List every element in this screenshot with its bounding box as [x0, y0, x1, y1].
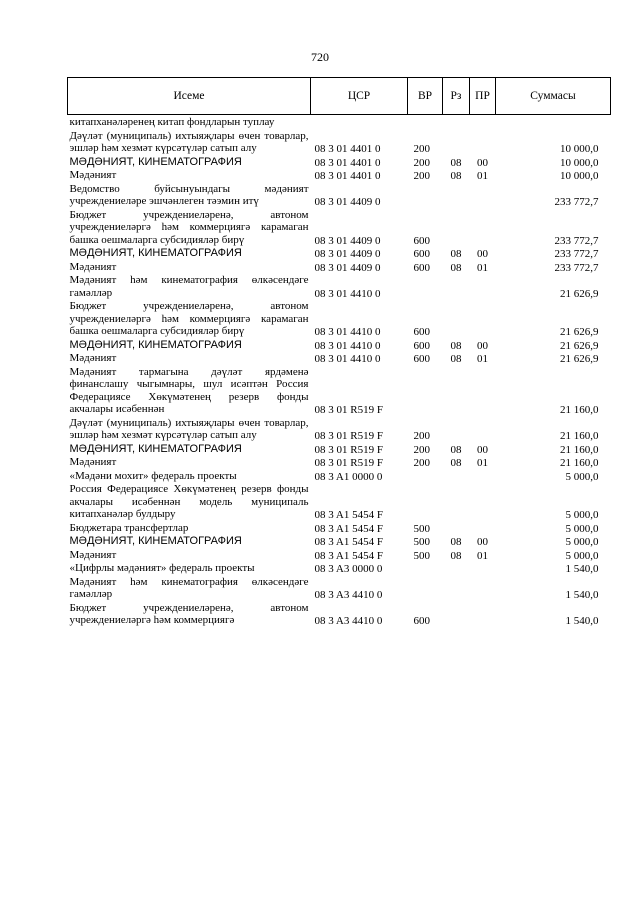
table-row [68, 522, 611, 536]
cell-vr: 600 [413, 353, 430, 365]
cell-csr: 08 3 01 4409 0 [314, 261, 381, 274]
table-row [68, 300, 611, 339]
budget-table [67, 77, 611, 628]
cell-csr: 08 3 01 4409 0 [314, 196, 381, 208]
cell-vr [408, 470, 443, 484]
cell-rz [443, 417, 470, 443]
cell-csr: 08 3 01 4409 0 [314, 234, 381, 247]
cell-vr: 600 [413, 615, 430, 627]
cell-sum: 10 000,0 [560, 156, 599, 169]
cell-sum: 21 626,9 [560, 353, 599, 365]
cell-vr: 200 [413, 430, 430, 442]
cell-vr: 600 [413, 261, 430, 274]
cell-csr: 08 3 A1 5454 F [314, 536, 383, 548]
cell-name: Бюджетара трансфертлар [69, 521, 189, 534]
cell-pr: 01 [477, 170, 488, 182]
cell-sum: 1 540,0 [565, 589, 599, 601]
cell-rz: 08 [450, 353, 462, 365]
cell-pr [470, 183, 496, 209]
table-body [68, 115, 611, 628]
header-pr: ПР [470, 78, 496, 115]
cell-vr: 600 [413, 248, 430, 260]
cell-rz [443, 300, 470, 339]
cell-rz [443, 183, 470, 209]
cell-pr: 01 [477, 261, 488, 274]
cell-name: МӘДӘНИЯТ, КИНЕМАТОГРАФИЯ [69, 442, 242, 455]
table-row [68, 183, 611, 209]
cell-pr [470, 576, 496, 602]
table-row [68, 549, 611, 563]
cell-vr [408, 183, 443, 209]
cell-csr: 08 3 01 4410 0 [314, 287, 381, 300]
cell-pr [470, 562, 496, 576]
cell-csr: 08 3 A1 0000 0 [314, 470, 383, 483]
cell-sum: 233 772,7 [554, 248, 599, 260]
table-row [68, 130, 611, 156]
cell-sum: 1 540,0 [565, 563, 599, 575]
table-row [68, 443, 611, 457]
cell-csr: 08 3 A3 0000 0 [314, 563, 383, 575]
cell-csr: 08 3 01 4410 0 [314, 353, 381, 365]
header-rz: Рз [443, 78, 470, 115]
cell-sum: 233 772,7 [554, 261, 599, 274]
cell-vr: 500 [413, 549, 430, 562]
cell-sum: 10 000,0 [560, 143, 599, 155]
cell-name: Дәүләт (муниципаль) ихтыяҗлары өчен товарлар, эшләр һәм хезмәт күрсәтүләр сатып алу [69, 416, 309, 441]
cell-pr [470, 470, 496, 484]
cell-csr: 08 3 01 R519 F [314, 443, 383, 456]
cell-pr: 00 [477, 156, 488, 169]
cell-vr: 200 [413, 143, 430, 155]
cell-name: Мәдәният [69, 169, 117, 181]
cell-rz: 08 [450, 443, 462, 456]
cell-pr [470, 602, 496, 628]
cell-pr: 00 [477, 339, 488, 352]
table-row [68, 209, 611, 248]
table-row [68, 339, 611, 353]
cell-name: Бюджет учреждениеләренә, автоном учреждениеләргә һәм коммерциягә карамаган башка оешмаларга субсидияләр бирү [69, 300, 309, 337]
cell-name: МӘДӘНИЯТ, КИНЕМАТОГРАФИЯ [69, 535, 242, 547]
cell-rz [443, 522, 470, 536]
cell-pr: 01 [477, 457, 488, 469]
cell-pr [470, 130, 496, 156]
cell-rz [443, 115, 470, 130]
table-row [68, 156, 611, 170]
header-name: Исеме [68, 78, 311, 115]
cell-name: Мәдәният һәм кинематография өлкәсендәге гамәлләр [69, 575, 309, 600]
cell-rz [443, 562, 470, 576]
cell-sum: 21 160,0 [560, 457, 599, 469]
cell-pr [470, 274, 496, 300]
cell-vr: 200 [413, 156, 430, 169]
cell-name: Мәдәният [69, 456, 117, 468]
cell-vr: 200 [413, 443, 430, 456]
table-header-row [68, 78, 611, 115]
cell-vr: 600 [413, 234, 430, 247]
cell-rz [443, 366, 470, 417]
cell-sum: 233 772,7 [554, 234, 599, 247]
cell-csr: 08 3 A3 4410 0 [314, 589, 383, 601]
header-csr: ЦСР [311, 78, 408, 115]
cell-name: Ведомство буйсынуындагы мәдәният учреждениеләре эшчәнлеген тәэмин итү [69, 182, 309, 207]
cell-sum: 1 540,0 [565, 615, 599, 627]
cell-rz: 08 [450, 339, 462, 352]
table-row [68, 535, 611, 549]
table-row [68, 456, 611, 470]
cell-sum: 21 626,9 [560, 287, 599, 300]
cell-name: Россия Федерациясе Хөкүмәтенең резерв фонды акчалары исәбеннән модель муниципаль китапханәләр булдыру [69, 483, 309, 520]
cell-csr: 08 3 01 4401 0 [314, 170, 381, 182]
cell-rz: 08 [450, 170, 462, 182]
cell-vr [408, 274, 443, 300]
table-row [68, 352, 611, 366]
cell-csr: 08 3 A1 5454 F [314, 509, 383, 521]
table-row [68, 562, 611, 576]
cell-sum: 5 000,0 [565, 470, 599, 483]
cell-csr: 08 3 01 R519 F [314, 404, 383, 416]
cell-csr [311, 115, 408, 130]
cell-rz [443, 602, 470, 628]
cell-rz: 08 [450, 156, 462, 169]
cell-sum: 5 000,0 [565, 536, 599, 548]
cell-sum: 5 000,0 [565, 509, 599, 521]
cell-name: Мәдәният һәм кинематография өлкәсендәге гамәлләр [69, 274, 309, 299]
table-row [68, 115, 611, 130]
cell-sum: 5 000,0 [565, 522, 599, 535]
cell-vr: 200 [413, 170, 430, 182]
cell-rz: 08 [450, 248, 462, 260]
cell-csr: 08 3 A1 5454 F [314, 549, 383, 562]
cell-vr: 600 [413, 339, 430, 352]
cell-rz: 08 [450, 549, 462, 562]
cell-pr: 01 [477, 353, 488, 365]
cell-name: «Мәдәни мохит» федераль проекты [69, 469, 237, 482]
cell-pr [470, 300, 496, 339]
table-row [68, 366, 611, 417]
cell-pr: 00 [477, 248, 488, 260]
cell-csr: 08 3 A3 4410 0 [314, 615, 383, 627]
cell-rz: 08 [450, 261, 462, 274]
cell-name: Дәүләт (муниципаль) ихтыяҗлары өчен товарлар, эшләр һәм хезмәт күрсәтүләр сатып алу [69, 129, 309, 154]
cell-csr: 08 3 A1 5454 F [314, 522, 383, 535]
cell-rz [443, 576, 470, 602]
header-vr: ВР [408, 78, 443, 115]
cell-pr [470, 366, 496, 417]
cell-name: МӘДӘНИЯТ, КИНЕМАТОГРАФИЯ [69, 247, 242, 259]
cell-name: Бюджет учреждениеләренә, автоном учреждениеләргә һәм коммерциягә [69, 601, 309, 626]
cell-vr: 200 [413, 457, 430, 469]
cell-name: Мәдәният [69, 260, 117, 273]
cell-sum: 233 772,7 [554, 196, 599, 208]
cell-csr: 08 3 01 4401 0 [314, 156, 381, 169]
cell-name: «Цифрлы мәдәният» федераль проекты [69, 562, 255, 574]
cell-name: Мәдәният тармагына дәүләт ярдәменә финанслашу чыгымнары, шул исәптән Россия Федерациясе Хөкүмәтенең резерв фонды акчалары исәбеннән [69, 365, 309, 415]
cell-name: Бюджет учреждениеләренә, автоном учреждениеләргә һәм коммерциягә карамаган башка оешмаларга субсидияләр бирү [69, 208, 309, 246]
cell-pr [470, 115, 496, 130]
cell-vr [408, 562, 443, 576]
table-row [68, 483, 611, 522]
cell-name: китапханәләренең китап фондларын туплау [69, 116, 275, 128]
cell-pr: 00 [477, 536, 488, 548]
cell-pr [470, 483, 496, 522]
cell-rz [443, 470, 470, 484]
cell-rz [443, 209, 470, 248]
cell-vr [408, 483, 443, 522]
cell-sum [496, 115, 611, 130]
cell-name: МӘДӘНИЯТ, КИНЕМАТОГРАФИЯ [69, 155, 242, 168]
cell-csr: 08 3 01 R519 F [314, 430, 383, 442]
cell-sum: 10 000,0 [560, 170, 599, 182]
cell-vr [408, 576, 443, 602]
cell-csr: 08 3 01 4410 0 [314, 326, 381, 338]
cell-sum: 5 000,0 [565, 549, 599, 562]
cell-sum: 21 160,0 [560, 404, 599, 416]
cell-csr: 08 3 01 4409 0 [314, 248, 381, 260]
table-row [68, 576, 611, 602]
cell-pr [470, 417, 496, 443]
table-row [68, 261, 611, 275]
cell-rz: 08 [450, 536, 462, 548]
cell-pr: 01 [477, 549, 488, 562]
table-row [68, 602, 611, 628]
cell-vr [408, 115, 443, 130]
cell-pr: 00 [477, 443, 488, 456]
cell-vr: 500 [413, 536, 430, 548]
cell-sum: 21 160,0 [560, 443, 599, 456]
cell-pr [470, 522, 496, 536]
cell-sum: 21 626,9 [560, 339, 599, 352]
cell-name: МӘДӘНИЯТ, КИНЕМАТОГРАФИЯ [69, 338, 242, 351]
cell-rz [443, 483, 470, 522]
cell-sum: 21 626,9 [560, 326, 599, 338]
cell-sum: 21 160,0 [560, 430, 599, 442]
cell-csr: 08 3 01 R519 F [314, 457, 383, 469]
cell-name: Мәдәният [69, 352, 117, 364]
table-row [68, 470, 611, 484]
table-row [68, 417, 611, 443]
cell-vr: 500 [413, 522, 430, 535]
cell-name: Мәдәният [69, 548, 117, 561]
cell-rz: 08 [450, 457, 462, 469]
cell-rz [443, 130, 470, 156]
page-number: 720 [311, 50, 329, 64]
cell-vr [408, 366, 443, 417]
cell-rz [443, 274, 470, 300]
table-row [68, 274, 611, 300]
cell-vr: 600 [413, 326, 430, 338]
table-row [68, 169, 611, 183]
cell-pr [470, 209, 496, 248]
table-row [68, 247, 611, 261]
cell-csr: 08 3 01 4401 0 [314, 143, 381, 155]
cell-csr: 08 3 01 4410 0 [314, 339, 381, 352]
header-sum: Суммасы [496, 78, 611, 115]
